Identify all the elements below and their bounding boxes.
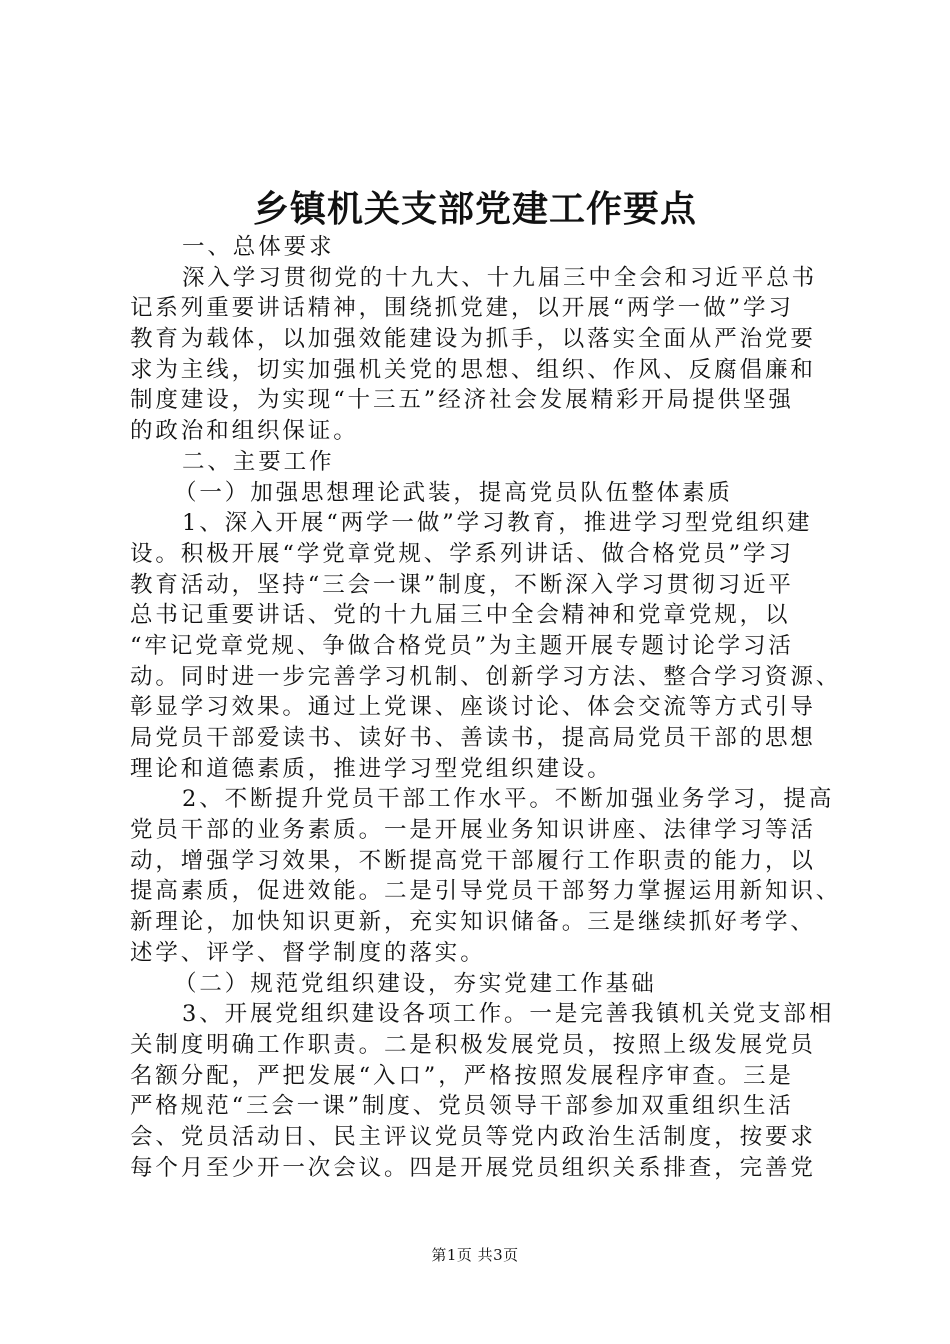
paragraph-line: 理论和道德素质，推进学习型党组织建设。: [130, 755, 613, 782]
paragraph-line: 1、深入开展“两学一做”学习教育，推进学习型党组织建: [182, 510, 813, 537]
paragraph-line: 记系列重要讲话精神，围绕抓党建，以开展“两学一做”学习: [130, 295, 794, 322]
paragraph-line: 教育活动，坚持“三会一课”制度，不断深入学习贯彻习近平: [130, 571, 794, 598]
paragraph-line: 一、总体要求: [182, 234, 335, 260]
paragraph-line: 总书记重要讲话、党的十九届三中全会精神和党章党规，以: [130, 602, 791, 629]
document-body: [130, 232, 852, 1183]
document-title: 乡镇机关支部党建工作要点: [252, 188, 697, 230]
paragraph-line: 动，增强学习效果，不断提高党干部履行工作职责的能力，以: [130, 847, 816, 874]
paragraph-line: “牢记党章党规、争做合格党员”为主题开展专题讨论学习活: [130, 632, 794, 659]
paragraph-line: 严格规范“三会一课”制度、党员领导干部参加双重组织生活: [130, 1093, 794, 1120]
paragraph-line: 的政治和组织保证。: [130, 418, 359, 445]
paragraph-line: 动。同时进一步完善学习机制、创新学习方法、整合学习资源、: [130, 663, 842, 690]
paragraph-line: （二）规范党组织建设，夯实党建工作基础: [174, 970, 657, 997]
paragraph-line: 彰显学习效果。通过上党课、座谈讨论、体会交流等方式引导: [130, 694, 816, 721]
paragraph-line: 关制度明确工作职责。二是积极发展党员，按照上级发展党员: [130, 1031, 816, 1058]
paragraph-line: 求为主线，切实加强机关党的思想、组织、作风、反腐倡廉和: [130, 356, 816, 383]
page-footer: 第1页 共3页: [431, 1246, 519, 1264]
paragraph-line: 提高素质，促进效能。二是引导党员干部努力掌握运用新知识、: [130, 878, 842, 905]
paragraph-line: 新理论，加快知识更新，充实知识储备。三是继续抓好考学、: [130, 909, 816, 936]
paragraph-line: 深入学习贯彻党的十九大、十九届三中全会和习近平总书: [182, 264, 818, 291]
paragraph-line: 3、开展党组织建设各项工作。一是完善我镇机关党支部相: [182, 1001, 835, 1028]
paragraph-line: 制度建设，为实现“十三五”经济社会发展精彩开局提供坚强: [130, 387, 794, 414]
paragraph-line: 名额分配，严把发展“入口”，严格按照发展程序审查。三是: [130, 1062, 794, 1089]
paragraph-line: （一）加强思想理论武装，提高党员队伍整体素质: [174, 479, 733, 506]
paragraph-line: 党员干部的业务素质。一是开展业务知识讲座、法律学习等活: [130, 817, 816, 844]
paragraph-line: 教育为载体，以加强效能建设为抓手，以落实全面从严治党要: [130, 326, 816, 353]
paragraph-line: 局党员干部爱读书、读好书、善读书，提高局党员干部的思想: [130, 725, 816, 751]
paragraph-line: 会、党员活动日、民主评议党员等党内政治生活制度，按要求: [130, 1123, 816, 1150]
paragraph-line: 2、不断提升党员干部工作水平。不断加强业务学习，提高: [182, 786, 835, 813]
paragraph-line: 每个月至少开一次会议。四是开展党员组织关系排查，完善党: [130, 1154, 816, 1181]
paragraph-line: 二、主要工作: [182, 448, 335, 475]
paragraph-line: 述学、评学、督学制度的落实。: [130, 939, 486, 966]
paragraph-line: 设。积极开展“学党章党规、学系列讲话、做合格党员”学习: [130, 540, 794, 567]
